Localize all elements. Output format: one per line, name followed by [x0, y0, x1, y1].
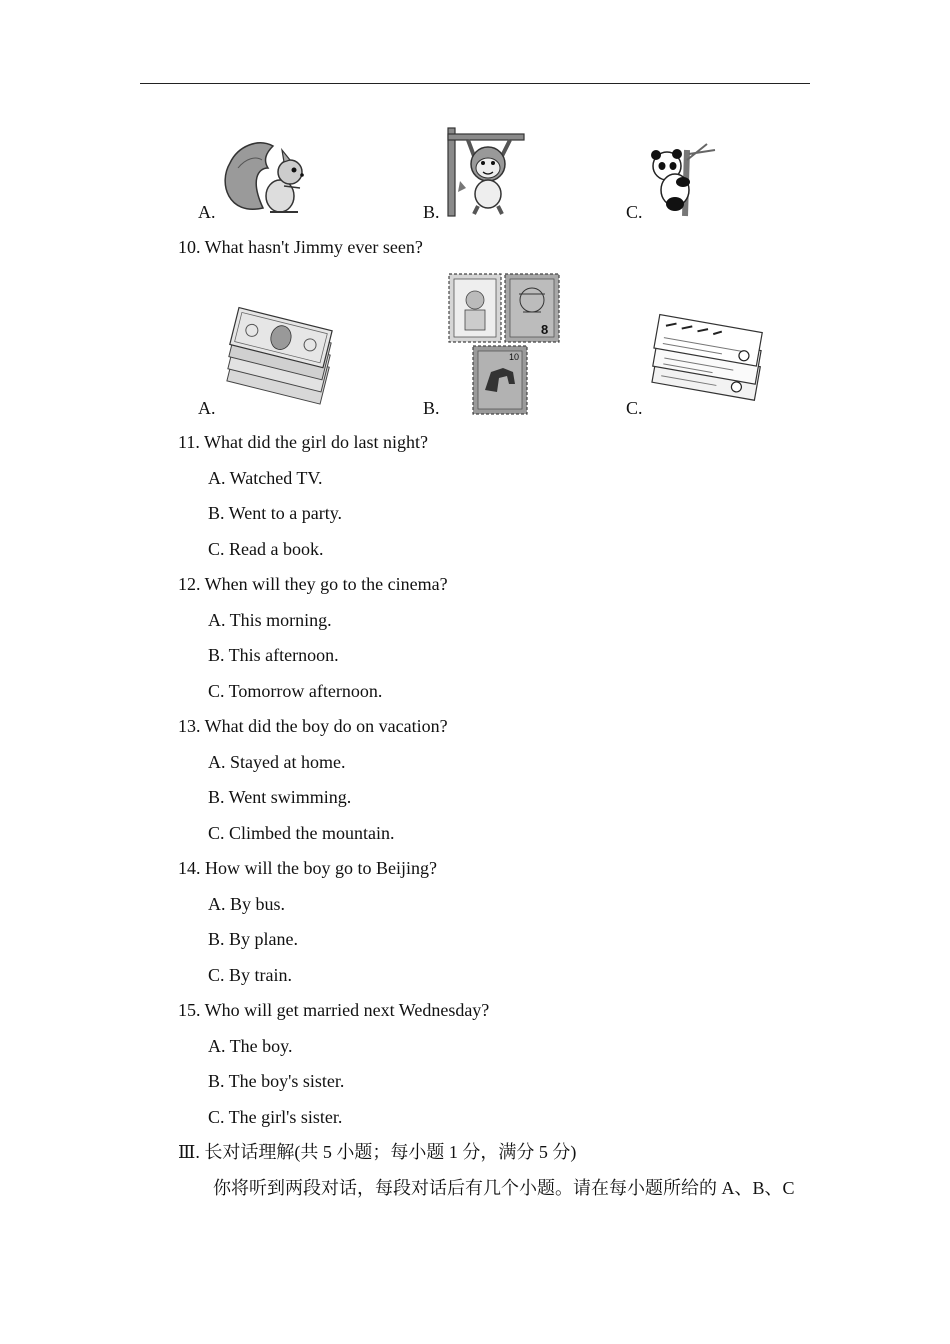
- q9-option-c-letter: C.: [626, 202, 643, 222]
- q10-question: 10. What hasn't Jimmy ever seen?: [178, 237, 423, 257]
- q13-question: 13. What did the boy do on vacation?: [178, 716, 448, 736]
- monkey-image: [444, 126, 529, 218]
- q14-question: 14. How will the boy go to Beijing?: [178, 858, 437, 878]
- q10-option-a-letter: A.: [198, 398, 216, 418]
- q13-option-b: B. Went swimming.: [208, 787, 352, 807]
- q15-option-b: B. The boy's sister.: [208, 1071, 345, 1091]
- header-rule: [140, 83, 810, 84]
- q13-option-c: C. Climbed the mountain.: [208, 823, 395, 843]
- q12-question: 12. When will they go to the cinema?: [178, 574, 448, 594]
- q14-option-b: B. By plane.: [208, 929, 298, 949]
- q11-option-c: C. Read a book.: [208, 539, 324, 559]
- q10-option-c-letter: C.: [626, 398, 643, 418]
- q15-option-a: A. The boy.: [208, 1036, 293, 1056]
- q13-option-a: A. Stayed at home.: [208, 752, 346, 772]
- q14-option-a: A. By bus.: [208, 894, 286, 914]
- q10-option-b-letter: B.: [423, 398, 440, 418]
- q14-option-c: C. By train.: [208, 965, 292, 985]
- q11-option-b: B. Went to a party.: [208, 503, 343, 523]
- tickets-image: [650, 312, 770, 416]
- q12-option-a: A. This morning.: [208, 610, 332, 630]
- q11-question: 11. What did the girl do last night?: [178, 432, 428, 452]
- stamps-image: [447, 272, 561, 416]
- q12-option-c: C. Tomorrow afternoon.: [208, 681, 383, 701]
- section3-heading: Ⅲ. 长对话理解(共 5 小题；每小题 1 分，满分 5 分): [178, 1142, 577, 1162]
- stamp-value-10: 10: [509, 352, 520, 362]
- q9-option-a-letter: A.: [198, 202, 216, 222]
- panda-image: [645, 140, 720, 218]
- stamp-value-8: 8: [541, 322, 549, 337]
- squirrel-image: [218, 138, 313, 218]
- dollar-bills-image: [220, 303, 338, 413]
- section3-instruction: 你将听到两段对话，每段对话后有几个小题。请在每小题所给的 A、B、C: [213, 1178, 795, 1198]
- q15-option-c: C. The girl's sister.: [208, 1107, 343, 1127]
- q15-question: 15. Who will get married next Wednesday?: [178, 1000, 490, 1020]
- q12-option-b: B. This afternoon.: [208, 645, 339, 665]
- q11-option-a: A. Watched TV.: [208, 468, 323, 488]
- q9-option-b-letter: B.: [423, 202, 440, 222]
